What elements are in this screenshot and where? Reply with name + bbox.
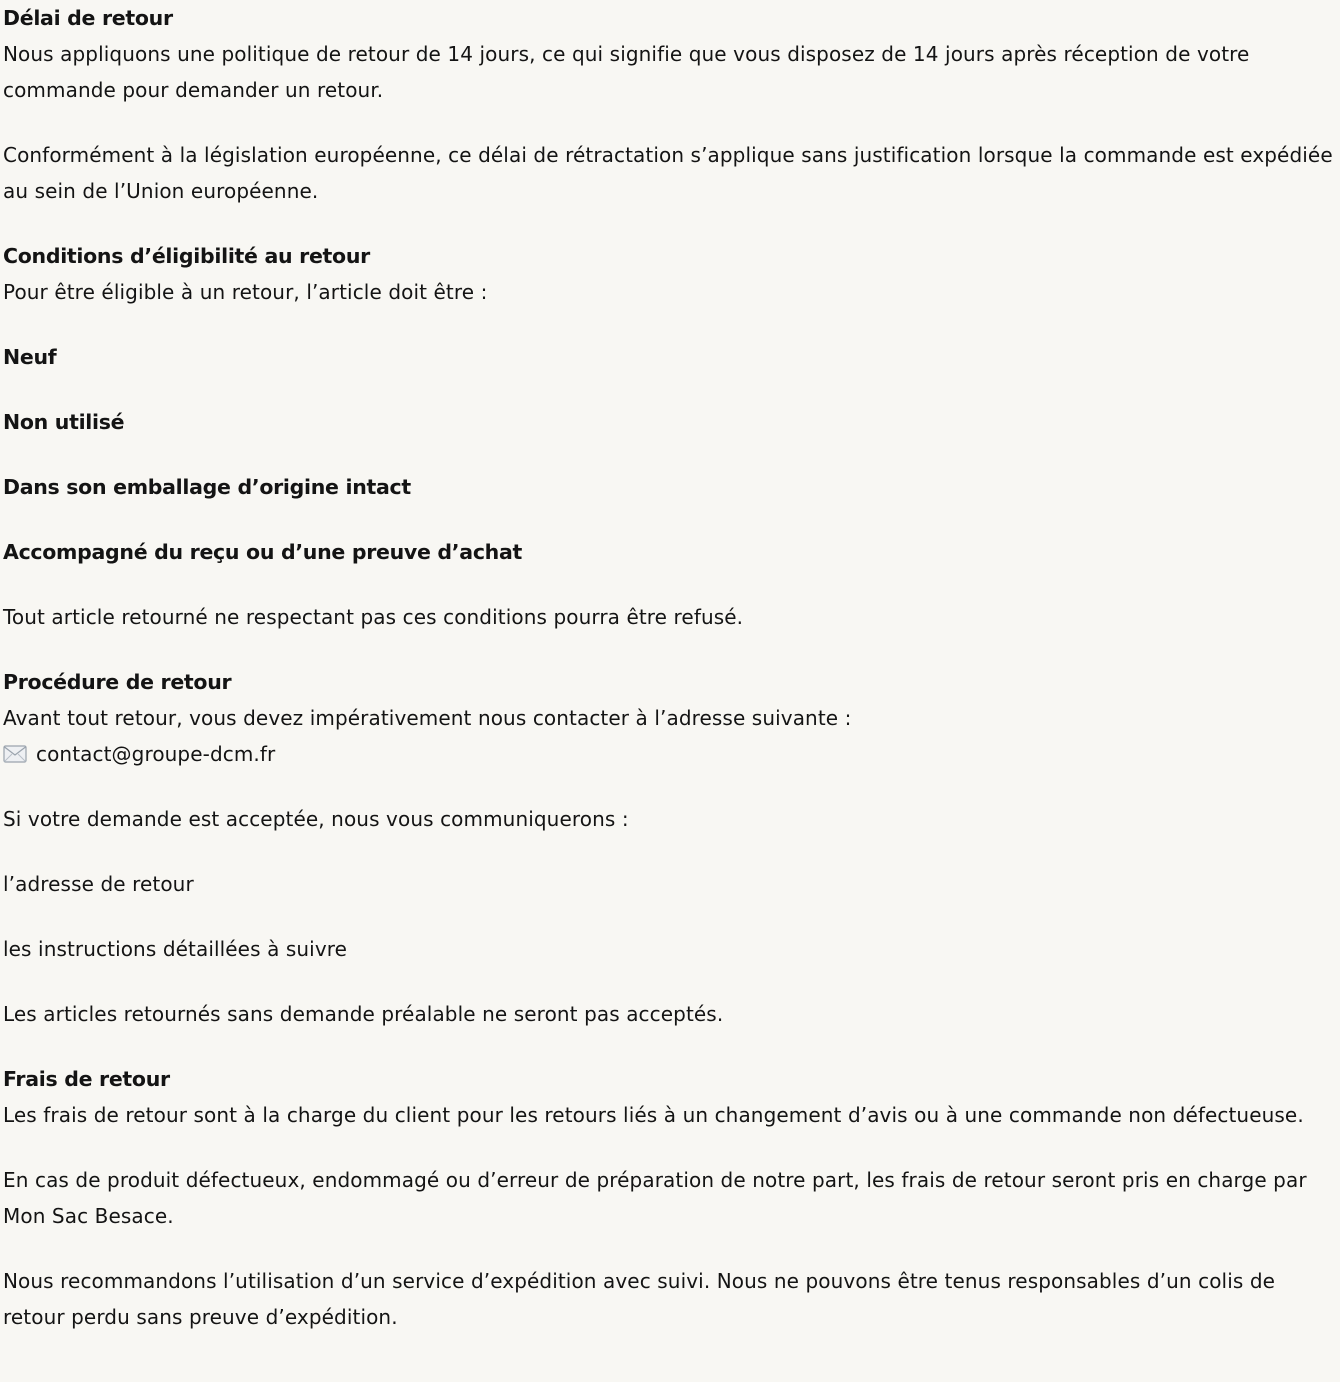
email-line [3, 736, 1336, 772]
section-title-procedure: Procédure de retour [3, 670, 232, 694]
frais-paragraph-1: Les frais de retour sont à la charge du client pour les retours liés à un changement d’avis ou à une commande non défectueuse. [3, 1103, 1304, 1127]
frais-paragraph-2: En cas de produit défectueux, endommagé ou d’erreur de préparation de notre part, les frais de retour seront pris en charge par Mon Sac Besace. [3, 1168, 1307, 1228]
frais-paragraph-3: Nous recommandons l’utilisation d’un service d’expédition avec suivi. Nous ne pouvons être tenus responsables d’un colis de retour perdu sans preuve d’expédition. [3, 1269, 1276, 1329]
condition-item: Non utilisé [3, 410, 125, 434]
section-title-delai: Délai de retour [3, 6, 173, 30]
delai-paragraph-2: Conformément à la législation européenne, ce délai de rétractation s’applique sans justification lorsque la commande est expédiée au sein de l’Union européenne. [3, 143, 1333, 203]
conditions-intro: Pour être éligible à un retour, l’article doit être : [3, 280, 488, 304]
condition-item: Neuf [3, 345, 57, 369]
envelope-icon [3, 742, 27, 766]
section-title-frais: Frais de retour [3, 1067, 170, 1091]
delai-paragraph-1: Nous appliquons une politique de retour de 14 jours, ce qui signifie que vous disposez de 14 jours après réception de votre commande pour demander un retour. [3, 42, 1250, 102]
conditions-note: Tout article retourné ne respectant pas ces conditions pourra être refusé. [3, 605, 744, 629]
contact-email-link[interactable]: contact@groupe-dcm.fr [36, 742, 276, 766]
procedure-intro: Avant tout retour, vous devez impérativement nous contacter à l’adresse suivante : [3, 706, 852, 730]
procedure-note: Les articles retournés sans demande préalable ne seront pas acceptés. [3, 1002, 724, 1026]
condition-item: Accompagné du reçu ou d’une preuve d’achat [3, 540, 522, 564]
procedure-item: les instructions détaillées à suivre [3, 937, 348, 961]
section-title-conditions: Conditions d’éligibilité au retour [3, 244, 370, 268]
condition-item: Dans son emballage d’origine intact [3, 475, 411, 499]
procedure-accepted: Si votre demande est acceptée, nous vous communiquerons : [3, 807, 629, 831]
procedure-item: l’adresse de retour [3, 872, 194, 896]
